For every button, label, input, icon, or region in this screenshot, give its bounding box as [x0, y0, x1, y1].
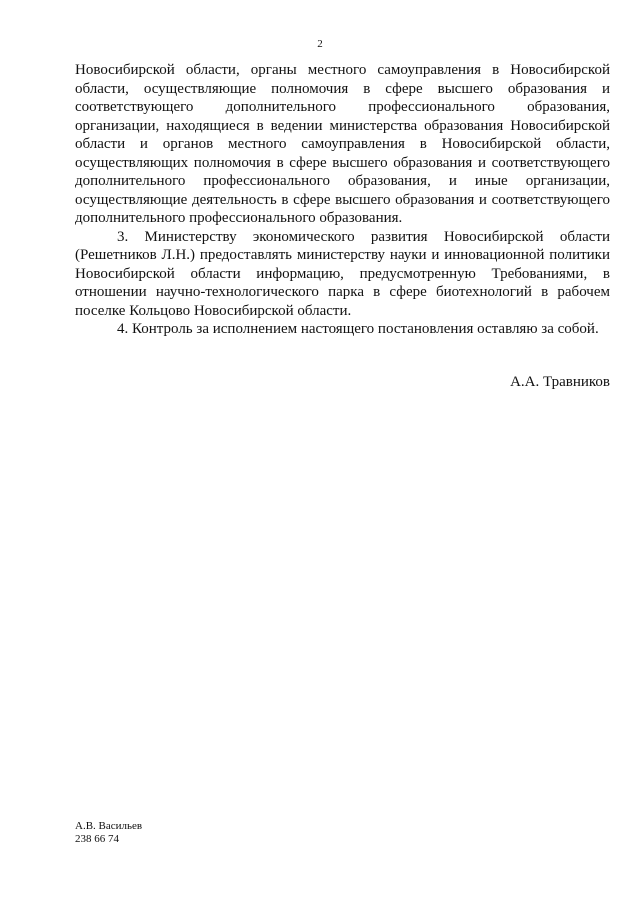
paragraph-continuation: Новосибирской области, органы местного самоуправления в Новосибирской области, осуществляющие полномочия в сфере высшего образования и соответствующего дополнительного профессионального образования, организации, находящиеся в ведении министерства образования Новосибирской области и органов местного самоуправления в Новосибирской области, осуществляющих полномочия в сфере высшего образования и соответствующего дополнительного профессионального образования, и иные организации, осуществляющие деятельность в сфере высшего образования и соответствующего дополнительного профессионального образования. — [75, 62, 610, 226]
signature-name: А.А. Травников — [510, 374, 610, 390]
document-body — [75, 61, 610, 339]
executor-phone: 238 66 74 — [75, 833, 119, 845]
paragraph-item-4: 4. Контроль за исполнением настоящего постановления оставляю за собой. — [117, 321, 599, 337]
paragraph-item-3: 3. Министерству экономического развития Новосибирской области (Решетников Л.Н.) предоставлять министерству науки и инновационной политики Новосибирской области информацию, предусмотренную Требованиями, в отношении научно-технологического парка в сфере биотехнологий в рабочем поселке Кольцово Новосибирской области. — [75, 228, 610, 319]
executor-block — [75, 820, 142, 846]
page-number: 2 — [317, 38, 323, 50]
executor-name: А.В. Васильев — [75, 820, 143, 832]
